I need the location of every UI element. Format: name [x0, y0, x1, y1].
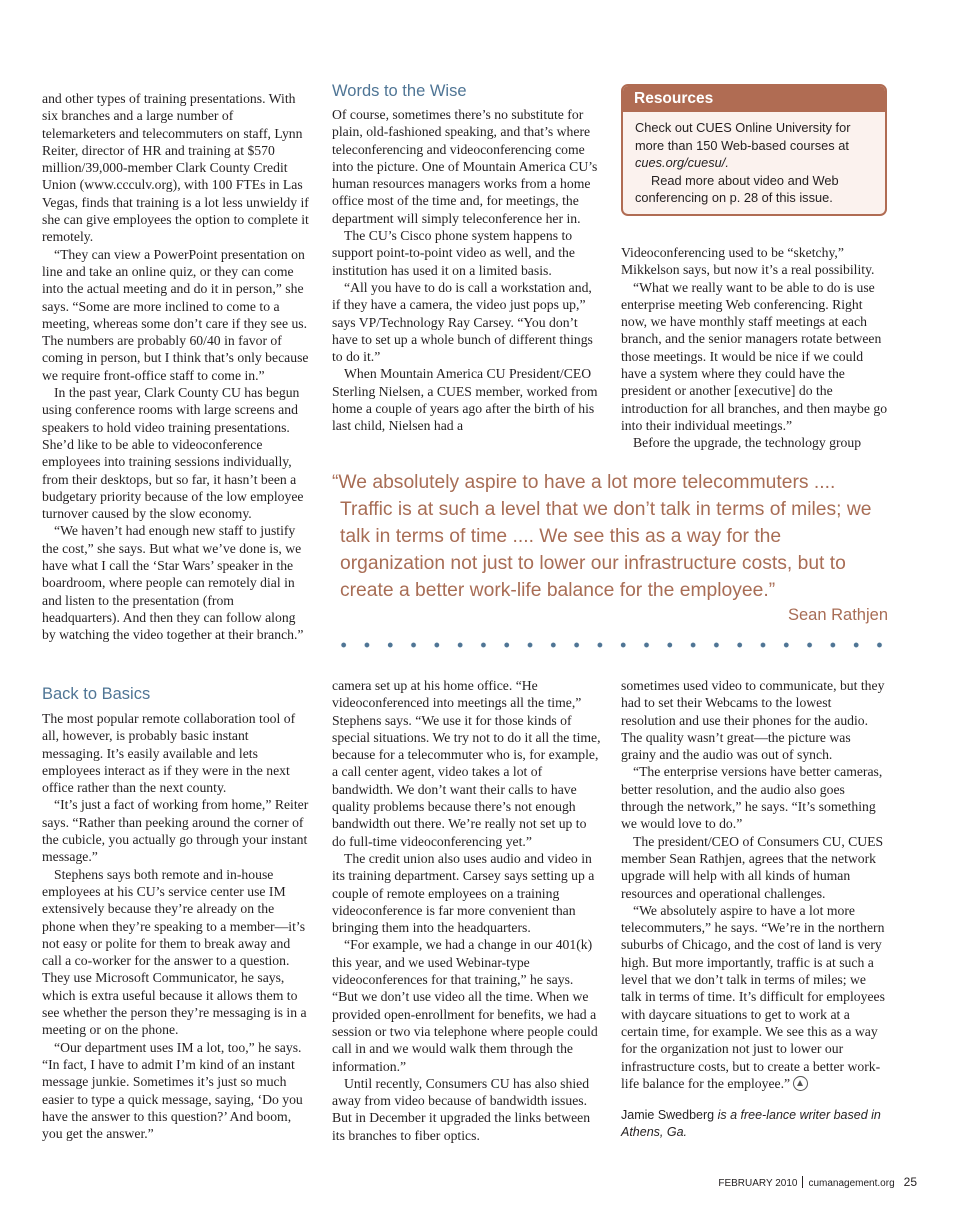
column-1-top: [42, 90, 310, 644]
footer-date: FEBRUARY 2010: [718, 1178, 798, 1189]
pull-quote: [332, 469, 888, 604]
paragraph: and other types of training presentations. With six branches and a large number of telemarketers and telecommuters on staff, Lynn Reiter, director of HR and training at $570 million/39,000-member Clark County Credit Union (www.ccculv.org), with 100 FTEs in Las Vegas, finds that training is a lot less unwieldy if she can give employees the option to complete it remotely.: [42, 91, 309, 245]
author-name: Jamie Swedberg: [621, 1108, 715, 1122]
column-3-bottom: [621, 677, 889, 1092]
resources-body: [623, 112, 885, 207]
resources-box: [621, 84, 887, 216]
paragraph: The most popular remote collaboration tool of all, however, is probably basic instant messaging. It’s easily available and lets employees interact as if they were in the next office rather than the next county.: [42, 711, 296, 796]
column-2-bottom: [332, 677, 602, 1144]
pull-quote-attribution: Sean Rathjen: [788, 606, 888, 624]
paragraph: “For example, we had a change in our 401(k) this year, and we used Webinar-type videoconferences for that training,” he says. “But we don’t use video all the time. When we provided open-enrollment for benefits, we had a session or two via telephone where people could call in and we would walk them through the information.”: [332, 937, 598, 1074]
section-heading-back-to-basics: Back to Basics: [42, 685, 151, 703]
resources-link[interactable]: cues.org/cuesu/.: [635, 155, 729, 170]
author-description: is a free-lance writer based in Athens, Ga.: [621, 1108, 881, 1139]
paragraph: Videoconferencing used to be “sketchy,” Mikkelson says, but now it’s a real possibility.: [621, 245, 875, 278]
pull-quote-text: “We absolutely aspire to have a lot more telecommuters .... Traffic is at such a level that we don’t talk in terms of miles; we talk in terms of time .... We see this as a way for the organization not just to lower our infrastructure costs, but to create a better work-life balance for the employee.”: [332, 472, 872, 601]
paragraph: Before the upgrade, the technology group: [633, 435, 862, 451]
paragraph: Of course, sometimes there’s no substitute for plain, old-fashioned speaking, and that’s where teleconferencing and videoconferencing come into the picture. One of Mountain America CU’s human resources managers works from a home office most of the time and, for meetings, the department will simply teleconference her in.: [332, 107, 598, 226]
resources-title: Resources: [623, 86, 885, 112]
paragraph: “The enterprise versions have better cameras, better resolution, and the audio also goes through the network,” he says. “It’s something we would love to do.”: [621, 764, 883, 832]
paragraph: The CU’s Cisco phone system happens to support point-to-point video as well, and the institution has used it on a limited basis.: [332, 228, 575, 278]
footer-site: cumanagement.org: [808, 1178, 895, 1189]
column-1-bottom: [42, 710, 310, 1142]
footer-separator: [802, 1176, 803, 1188]
resources-item-online-university: [635, 119, 875, 172]
page-footer: [718, 1175, 917, 1189]
paragraph-text: “We absolutely aspire to have a lot more telecommuters,” he says. “We’re in the northern suburbs of Chicago, and the cost of land is very high. But more importantly, traffic is at such a level that we don’t talk in terms of miles; we talk in terms of time. It’s difficult for employees with daycare situations to get to work at a certain time, for example. We see this as a way for the organization not just to lower our infrastructure costs, but to create a better work-life balance for the employee.”: [621, 902, 885, 1091]
column-3-top: [621, 244, 889, 452]
resources-text: Check out CUES Online University for more than 150 Web-based courses at: [635, 120, 851, 153]
paragraph: When Mountain America CU President/CEO Sterling Nielsen, a CUES member, worked from home a couple of years ago after the birth of his last child, Nielsen had a: [332, 366, 598, 434]
cues-end-mark-icon: [793, 1076, 808, 1091]
paragraph: The credit union also uses audio and video in its training department. Carsey says setting up a couple of remote employees on a training videoconference is far more convenient than bringing them into the headquarters.: [332, 850, 595, 936]
paragraph: “What we really want to be able to do is use enterprise meeting Web conferencing. Right now, we have monthly staff meetings at each branch, and the senior managers rotate between those meetings. It would be nice if we could have a system where they could have the president or another [executive] do the introduction for all branches, and then maybe go into their individual meetings.”: [621, 279, 888, 433]
section-heading-words-to-the-wise: Words to the Wise: [332, 82, 467, 100]
paragraph: In the past year, Clark County CU has begun using conference rooms with large screens and speakers to hold video training presentations. She’d like to be able to videoconference employees into training sessions individually, from their desktops, but so far, it hasn’t been a budgetary priority because of the low employee turnover caused by the slow economy.: [42, 385, 304, 522]
paragraph: Stephens says both remote and in-house employees at his CU’s service center use IM extensively because they’re already on the phone when they’re speaking to a member—it’s not easy or polite for them to break away and call a co-worker for the answer to a question. They use Microsoft Communicator, he says, which is extra useful because it allows them to see whether the person they’re messaging is in a meeting or on the phone.: [42, 866, 307, 1038]
paragraph: camera set up at his home office. “He videoconferenced into meetings all the time,” Stephens says. “We use it for those kinds of special situations. We try not to do it all the time, because for a telecommuter who is, for example, a call center agent, video takes a lot of bandwidth. We don’t want their calls to have quality problems because there’s not enough bandwidth out there. We’re really not set up to do full-time videoconferencing yet.”: [332, 678, 601, 849]
paragraph: “All you have to do is call a workstation and, if they have a camera, the video just pops up,” says VP/Technology Ray Carsey. “You don’t have to set up a whole bunch of different things to do it.”: [332, 279, 593, 365]
paragraph: sometimes used video to communicate, but they had to set their Webcams to the lowest resolution and use their phones for the audio. The quality wasn’t great—the picture was grainy and the audio was out of synch.: [621, 678, 885, 763]
column-2-top: [332, 106, 602, 435]
author-byline: [621, 1107, 889, 1141]
paragraph: “It’s just a fact of working from home,” Reiter says. “Rather than peeking around the corner of the cubicle, you actually go through your instant message.”: [42, 797, 309, 865]
resources-item-video-conferencing: Read more about video and Web conferencing on p. 28 of this issue.: [635, 172, 839, 205]
paragraph: “They can view a PowerPoint presentation on line and take an online quiz, or they can come into the actual meeting and do it in person,” she says. “Some are more inclined to come to a meeting, whereas some don’t care if they see us. The numbers are probably 60/40 in favor of coming in person, but I think that’s only because we require front-office staff to come in.”: [42, 246, 309, 383]
paragraph: “We haven’t had enough new staff to justify the cost,” she says. But what we’ve done is, we have what I call the ‘Star Wars’ speaker in the boardroom, where people can remotely dial in and listen to the presentation (from headquarters). And then they can follow along by watching the video together at their branch.”: [42, 523, 304, 643]
paragraph: Until recently, Consumers CU has also shied away from video because of bandwidth issues. But in December it upgraded the links between its branches to fiber optics.: [332, 1075, 591, 1143]
paragraph: The president/CEO of Consumers CU, CUES member Sean Rathjen, agrees that the network upgrade will help with all kinds of human resources and operational challenges.: [621, 833, 884, 901]
dotted-divider: [332, 642, 892, 648]
paragraph: [621, 902, 889, 1092]
page-number: 25: [903, 1175, 917, 1189]
paragraph: “Our department uses IM a lot, too,” he says. “In fact, I have to admit I’m kind of an instant message junkie. Sometimes it’s just so much easier to type a quick message, saying, ‘Do you have the answer to this question?’ And boom, you get the answer.”: [42, 1039, 303, 1142]
